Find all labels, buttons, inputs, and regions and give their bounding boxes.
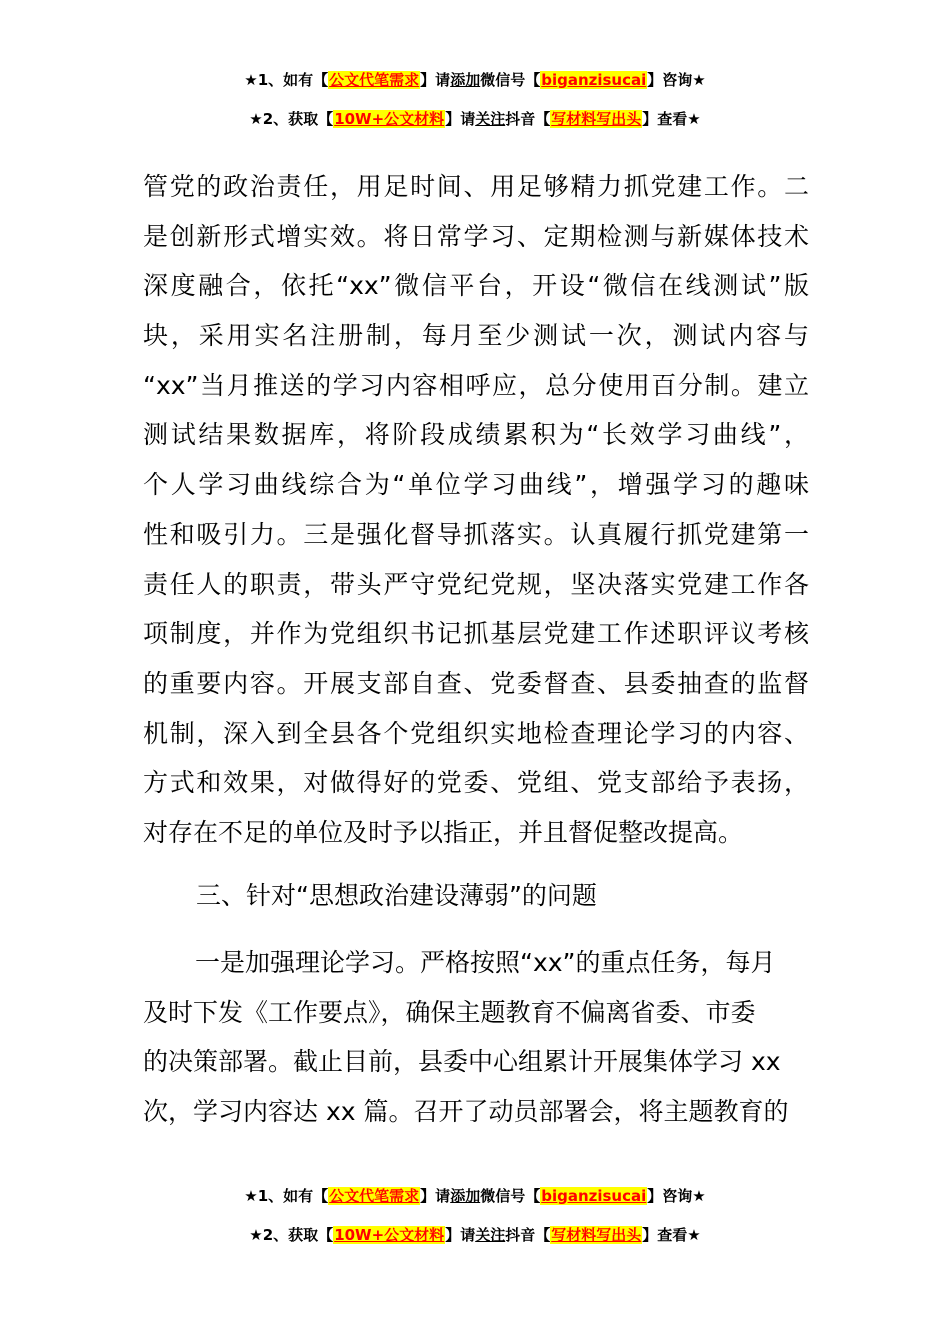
banner-underline: 关注	[475, 1226, 506, 1244]
text-line: 管党的政治责任，用足时间、用足够精力抓党建工作。二	[143, 172, 809, 201]
text-line: 方式和效果，对做得好的党委、党组、党支部给予表扬，	[143, 768, 809, 798]
banner-highlight: 写材料写出头	[551, 1226, 642, 1244]
banner-text: 】查看★	[642, 1226, 701, 1244]
text-line: 个人学习曲线综合为“单位学习曲线”，增强学习的趣味	[143, 470, 809, 500]
banner-highlight: 10W+公文材料	[334, 1226, 445, 1244]
banner-text: ★1、如有【	[244, 71, 329, 89]
text-line: 深度融合，依托“xx”微信平台，开设“微信在线测试”版	[143, 271, 809, 301]
banner-text: ★2、获取【	[249, 1226, 334, 1244]
text-line: 一是加强理论学习。严格按照“xx”的重点任务，每月	[195, 948, 776, 977]
text-line: 性和吸引力。三是强化督导抓落实。认真履行抓党建第一	[143, 519, 809, 549]
body-paragraph-2	[143, 938, 809, 1136]
banner-text: 】请	[445, 1226, 476, 1244]
text-line: 机制，深入到全县各个党组织实地检查理论学习的内容、	[143, 718, 809, 748]
header-banner	[0, 70, 950, 129]
banner-line-2	[0, 109, 950, 129]
banner-underline: 添加	[450, 71, 481, 89]
banner-text: 抖音【	[505, 1226, 551, 1244]
text-line: 的重要内容。开展支部自查、党委督查、县委抽查的监督	[143, 668, 809, 698]
banner-text: 】咨询★	[647, 1187, 706, 1205]
text-line: 的决策部署。截止目前，县委中心组累计开展集体学习 xx	[143, 1047, 781, 1076]
banner-line-2	[0, 1225, 950, 1245]
text-line: 块，采用实名注册制，每月至少测试一次，测试内容与	[143, 321, 809, 351]
banner-text: 】咨询★	[647, 71, 706, 89]
banner-line-1	[0, 70, 950, 90]
banner-highlight: 公文代笔需求	[329, 1187, 420, 1205]
banner-text: 】查看★	[642, 110, 701, 128]
banner-underline: 添加	[450, 1187, 481, 1205]
text-line: 项制度，并作为党组织书记抓基层党建工作述职评议考核	[143, 619, 809, 649]
text-line: 是创新形式增实效。将日常学习、定期检测与新媒体技术	[143, 221, 809, 251]
banner-underline: 关注	[475, 110, 506, 128]
text-line: 责任人的职责，带头严守党纪党规，坚决落实党建工作各	[143, 569, 809, 599]
banner-line-1	[0, 1186, 950, 1206]
banner-highlight: 10W+公文材料	[334, 110, 445, 128]
body-paragraph	[143, 162, 809, 858]
banner-highlight: biganzisucai	[541, 1187, 647, 1205]
banner-text: ★2、获取【	[249, 110, 334, 128]
banner-highlight: 写材料写出头	[551, 110, 642, 128]
text-line: 对存在不足的单位及时予以指正，并且督促整改提高。	[143, 817, 744, 847]
text-line: 及时下发《工作要点》，确保主题教育不偏离省委、市委	[143, 997, 756, 1027]
banner-text: ★1、如有【	[244, 1187, 329, 1205]
banner-text: 微信号【	[480, 71, 541, 89]
banner-text: 抖音【	[505, 110, 551, 128]
footer-banner	[0, 1186, 950, 1245]
banner-text: 微信号【	[480, 1187, 541, 1205]
banner-text: 】请	[420, 1187, 451, 1205]
section-heading: 三、针对“思想政治建设薄弱”的问题	[196, 881, 597, 910]
text-line: 测试结果数据库，将阶段成绩累积为“长效学习曲线”，	[143, 420, 809, 450]
banner-text: 】请	[420, 71, 451, 89]
banner-highlight: biganzisucai	[541, 71, 647, 89]
banner-text: 】请	[445, 110, 476, 128]
text-line: 次，学习内容达 xx 篇。召开了动员部署会，将主题教育的	[143, 1096, 789, 1126]
text-line: “xx”当月推送的学习内容相呼应，总分使用百分制。建立	[143, 370, 809, 400]
banner-highlight: 公文代笔需求	[329, 71, 420, 89]
